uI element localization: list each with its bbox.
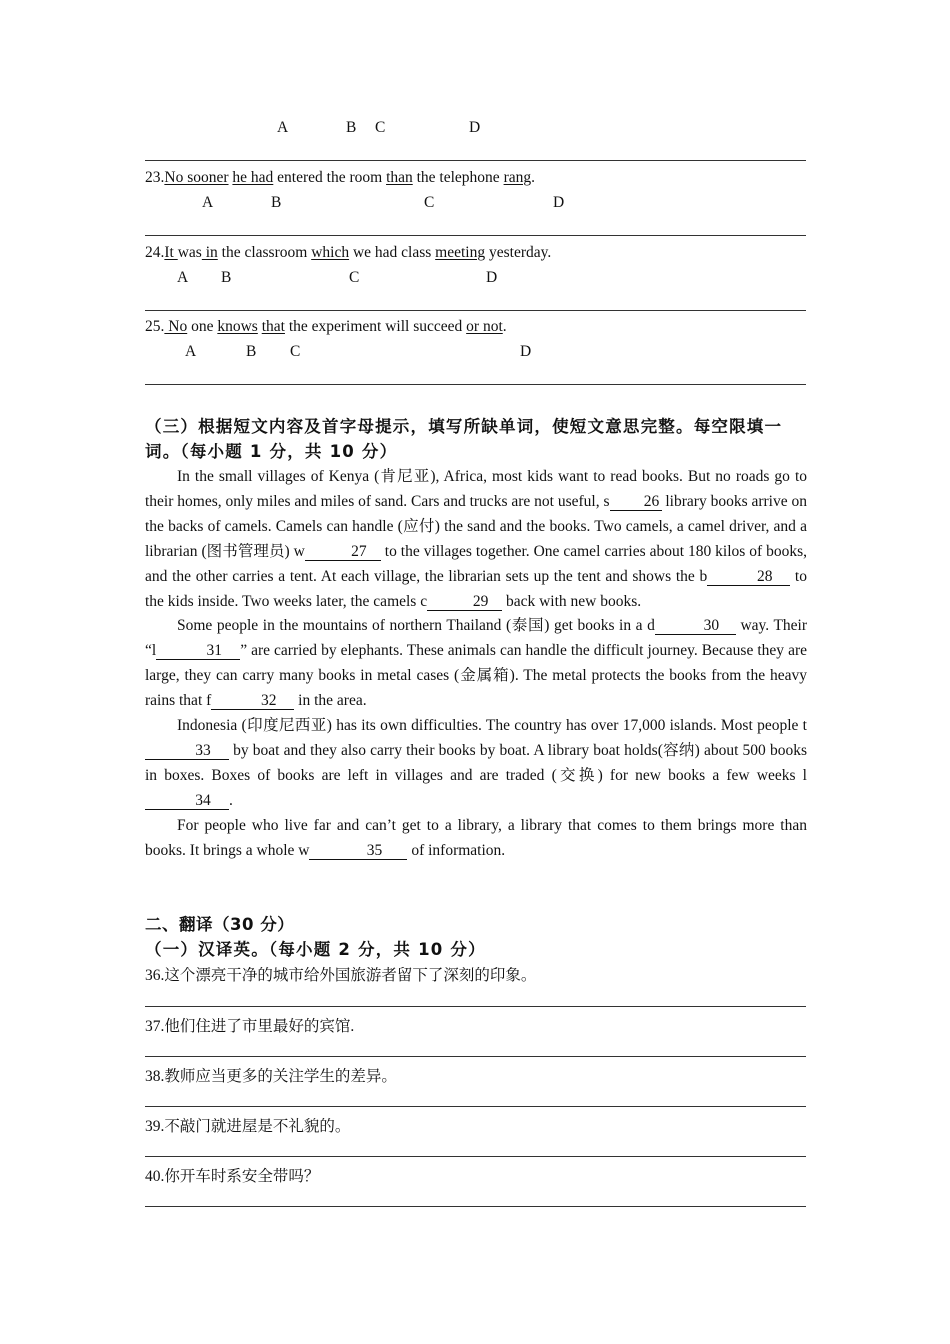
answer-line[interactable] [145, 160, 806, 161]
answer-line[interactable] [145, 384, 806, 385]
translation-item-38: 38.教师应当更多的关注学生的差异。 [145, 1068, 397, 1085]
passage-text: to the kids inside. Two weeks later, the camels c [145, 567, 807, 610]
q25-letter-c: C [290, 343, 301, 360]
blank-35[interactable]: 35 [309, 843, 407, 860]
q22-letter-b: B [346, 119, 357, 136]
option-d-text: rang [503, 169, 532, 186]
passage-text: library books arrive on the backs of camels. Camels can handle (应付) the sand and the books. Two camels, a camel driver, and a librarian (图书管理员) w [145, 492, 807, 560]
q22-letter-d: D [469, 119, 481, 136]
blank-34[interactable]: 34 [145, 793, 229, 810]
q22-letter-c: C [375, 119, 386, 136]
passage-text: by boat and they also carry their books by boat. A library boat holds(容纳) about 500 books in boxes. Boxes of books are left in villages and are traded (交换) for new books a few weeks l [145, 741, 807, 784]
translation-item-40: 40.你开车时系安全带吗？ [145, 1168, 320, 1185]
option-a-text: No [164, 318, 188, 335]
passage-text: in the area. [294, 692, 367, 710]
blank-29[interactable]: 29 [427, 594, 502, 611]
q24-letter-a: A [177, 269, 189, 286]
plain-text: one [187, 318, 218, 335]
q23-letter-a: A [202, 194, 214, 211]
plain-text: . [502, 318, 507, 335]
question-23 [145, 169, 535, 187]
question-24 [145, 244, 551, 262]
translation-item-36: 36.这个漂亮干净的城市给外国旅游者留下了深刻的印象。 [145, 967, 537, 984]
passage-text: back with new books. [502, 592, 642, 610]
option-d-text: meeting [435, 244, 486, 261]
plain-text: the telephone [412, 169, 504, 186]
paragraph-conclusion [145, 814, 807, 864]
paragraph-thailand [145, 614, 807, 714]
blank-31[interactable]: 31 [156, 643, 240, 660]
plain-text: the classroom [217, 244, 312, 261]
passage-text: Some people in the mountains of northern Thailand (泰国) get books in a d [177, 617, 655, 635]
paragraph-kenya [145, 465, 807, 614]
q25-letter-a: A [185, 343, 197, 360]
passage-text: of information. [407, 841, 506, 859]
plain-text: entered the room [273, 169, 387, 186]
passage-text: . [229, 791, 233, 809]
plain-text: . [531, 169, 535, 186]
passage-text: In the small villages of Kenya (肯尼亚), Africa, most kids want to read books. But no roads go to their homes, only miles and miles of sand. Cars and trucks are not useful, s [145, 468, 807, 510]
question-25 [145, 318, 507, 336]
question-number: 25. [145, 318, 165, 335]
option-a-text: No sooner [164, 169, 229, 186]
option-b-text: in [201, 244, 218, 261]
q23-letter-c: C [424, 194, 435, 211]
section-3-heading: （三）根据短文内容及首字母提示，填写所缺单词，使短文意思完整。每空限填一词。（每小题 1 分，共 10 分） [145, 417, 783, 461]
answer-line[interactable] [145, 1156, 806, 1157]
option-b-text: knows [217, 318, 258, 335]
passage-text: ” are carried by elephants. These animals can handle the difficult journey. Because they are large, they can carry many books in metal cases (金属箱). The metal protects the books from the heavy rains that f [145, 642, 807, 710]
answer-line[interactable] [145, 1206, 806, 1207]
paragraph-indonesia [145, 714, 807, 814]
blank-32[interactable]: 32 [211, 693, 294, 710]
passage-text: to the villages together. One camel carries about 180 kilos of books, and the other carries a tent. At each village, the librarian sets up the tent and shows the b [145, 542, 808, 585]
q24-letter-b: B [221, 269, 232, 286]
q22-letter-a: A [277, 119, 289, 136]
question-number: 23. [145, 169, 165, 186]
plain-text: the experiment will succeed [284, 318, 467, 335]
translation-subheading: （一）汉译英。（每小题 2 分，共 10 分） [145, 940, 486, 959]
q25-letter-b: B [246, 343, 257, 360]
option-a-text: It [164, 244, 178, 261]
blank-30[interactable]: 30 [655, 618, 736, 635]
option-c-text: which [311, 244, 350, 261]
translation-heading: 二、翻译（30 分） [145, 915, 295, 934]
option-b-text: he had [232, 169, 274, 186]
passage-text: Indonesia (印度尼西亚) has its own difficulties. The country has over 17,000 islands. Most people t [177, 717, 807, 735]
answer-line[interactable] [145, 235, 806, 236]
option-d-text: or not [466, 318, 503, 335]
q25-letter-d: D [520, 343, 532, 360]
answer-line[interactable] [145, 310, 806, 311]
option-c-text: than [386, 169, 413, 186]
plain-text: yesterday. [485, 244, 552, 261]
cloze-passage [145, 465, 807, 864]
blank-26[interactable]: 26 [610, 494, 662, 511]
answer-line[interactable] [145, 1006, 806, 1007]
q24-letter-d: D [486, 269, 498, 286]
answer-line[interactable] [145, 1106, 806, 1107]
translation-item-39: 39.不敲门就进屋是不礼貌的。 [145, 1118, 351, 1135]
blank-33[interactable]: 33 [145, 743, 229, 760]
answer-line[interactable] [145, 1056, 806, 1057]
plain-text: we had class [349, 244, 436, 261]
translation-item-37: 37.他们住进了市里最好的宾馆. [145, 1018, 355, 1035]
q24-letter-c: C [349, 269, 360, 286]
blank-28[interactable]: 28 [707, 569, 790, 586]
q23-letter-d: D [553, 194, 565, 211]
passage-text: For people who live far and can’t get to a library, a library that comes to them brings more than books. It brings a whole w [145, 816, 807, 859]
blank-27[interactable]: 27 [305, 544, 381, 561]
option-c-text: that [261, 318, 285, 335]
plain-text: was [177, 244, 202, 261]
question-number: 24. [145, 244, 165, 261]
q23-letter-b: B [271, 194, 282, 211]
passage-text: way. Their “l [145, 617, 808, 660]
